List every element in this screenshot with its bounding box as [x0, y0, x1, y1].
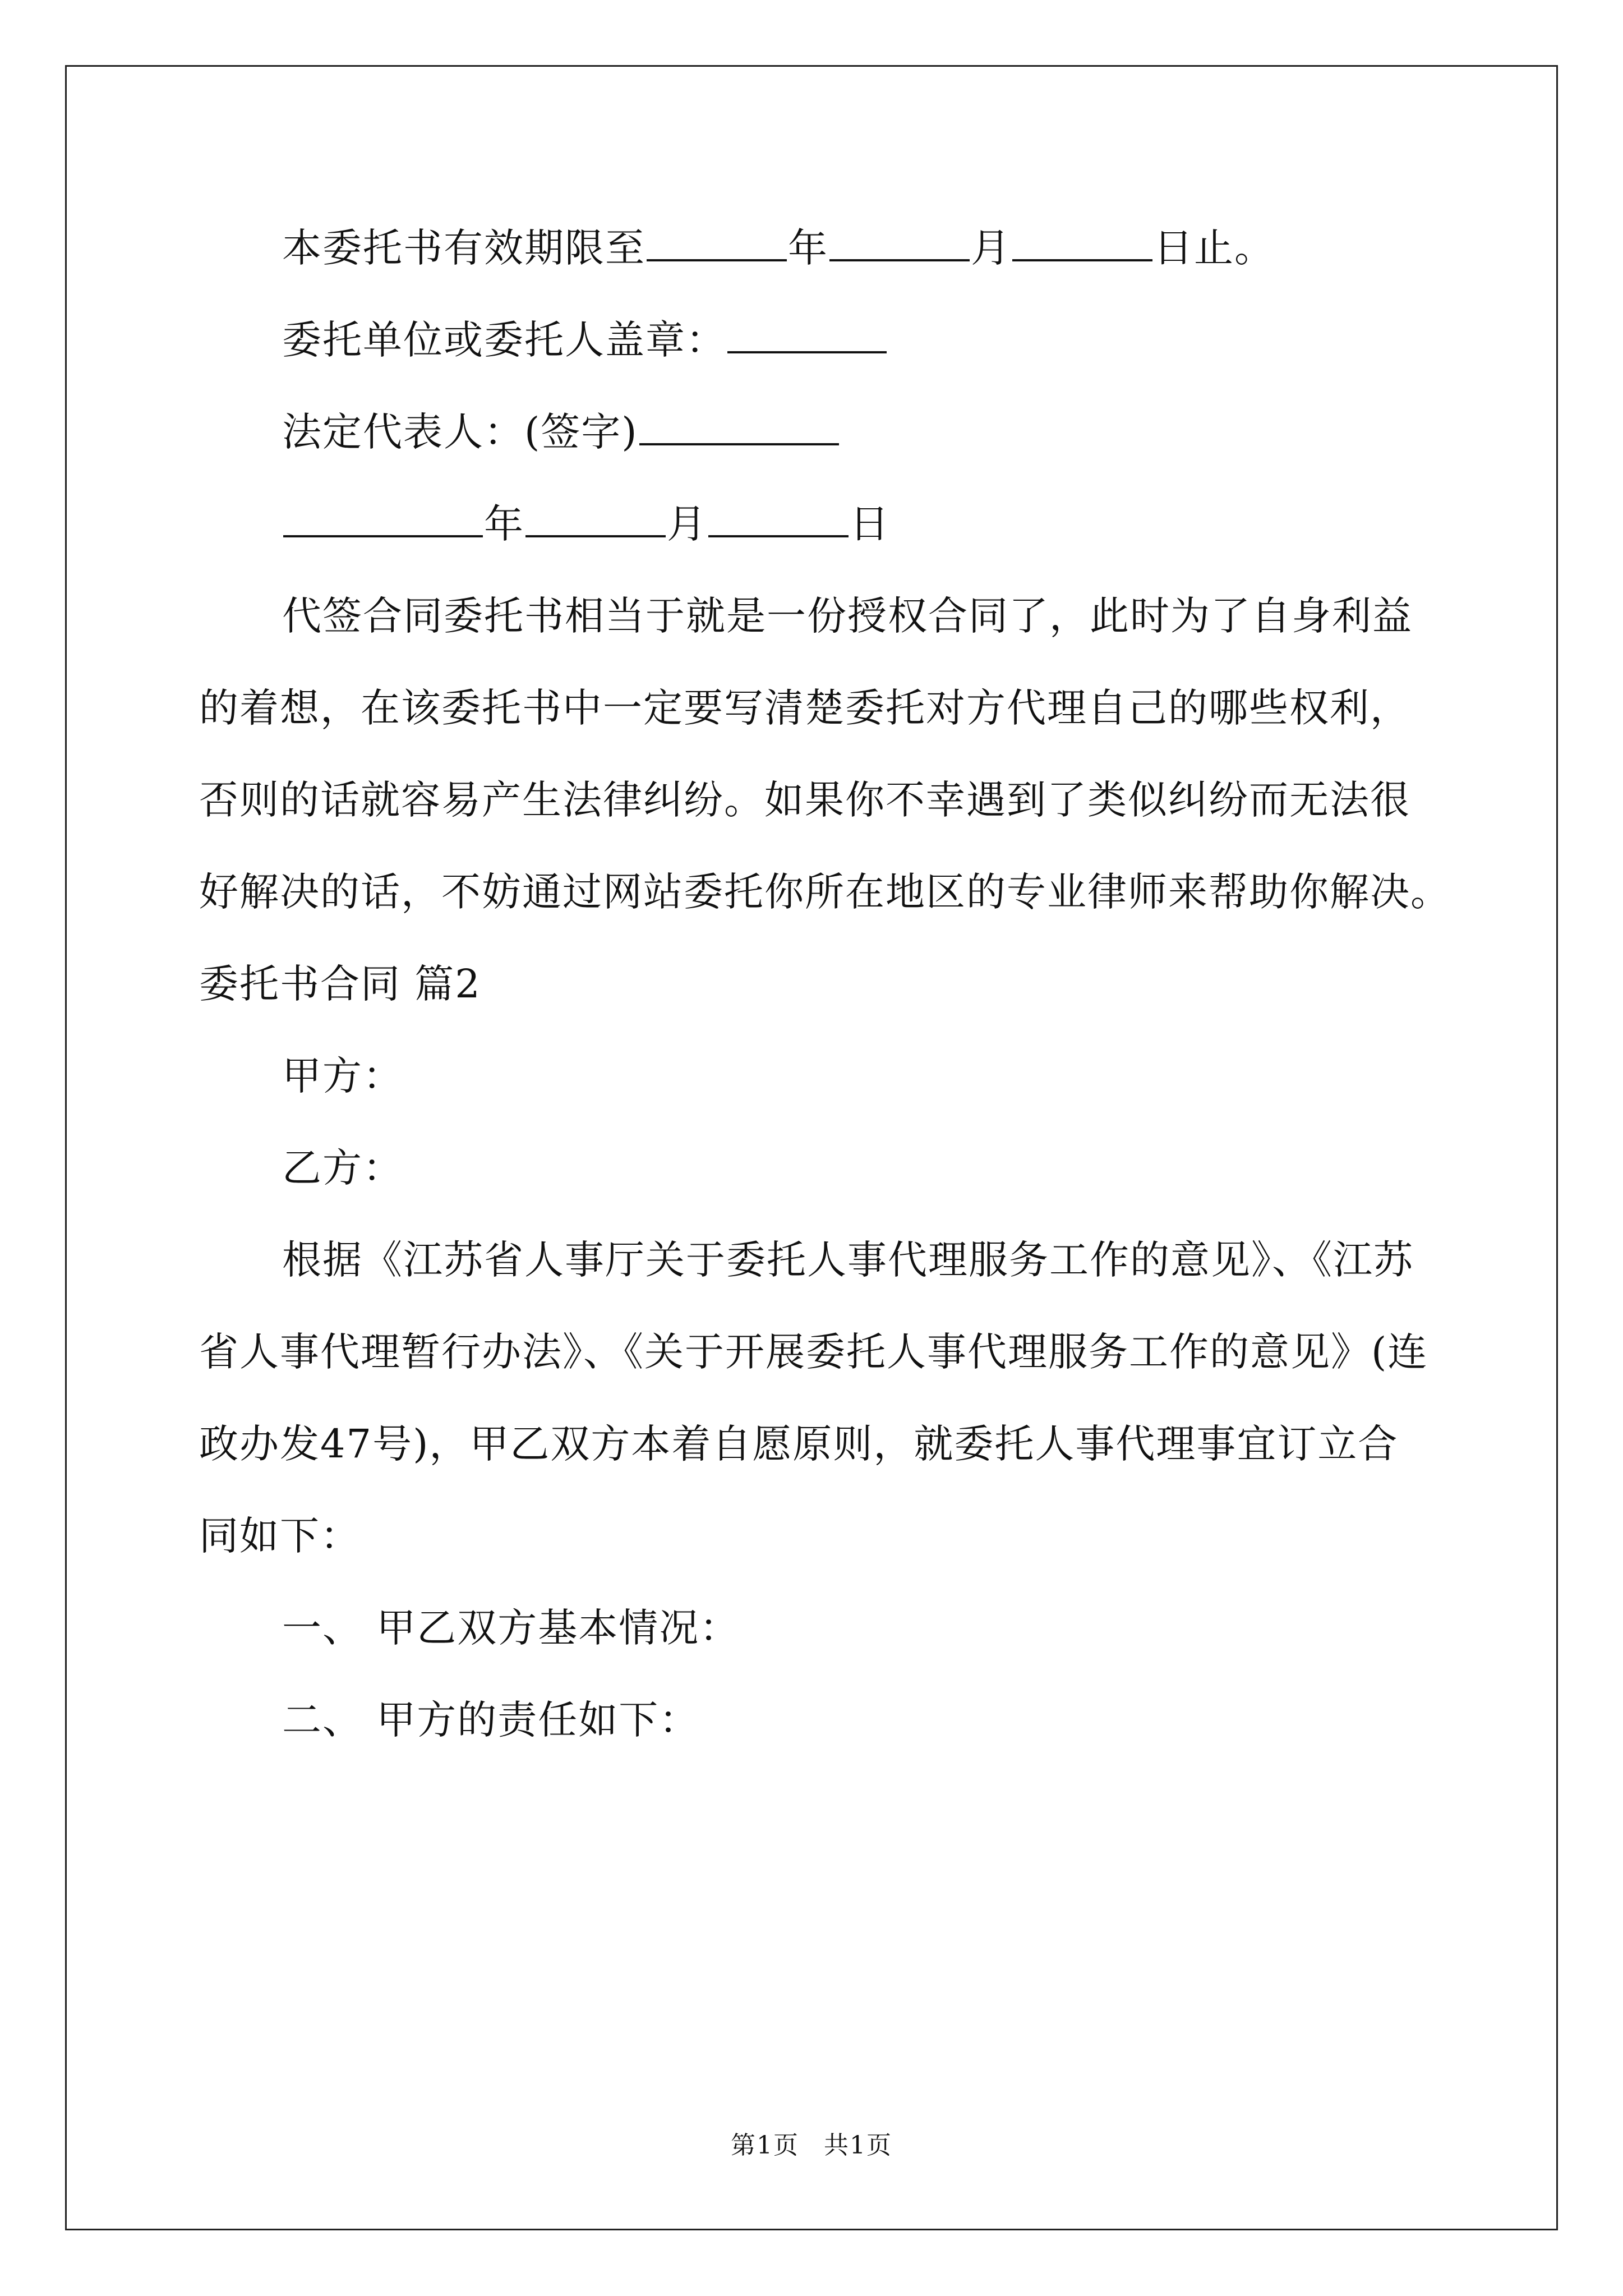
day-blank [1012, 224, 1152, 261]
page-total: 共1页 [824, 2131, 892, 2160]
date-line [199, 478, 1433, 570]
paragraph2-line3: 政办发47号)，甲乙双方本着自愿原则，就委托人事代理事宜订立合 [199, 1421, 1399, 1467]
section-title: 委托书合同 篇2 [199, 961, 481, 1007]
signature-blank [639, 408, 839, 445]
date-day-blank [708, 500, 849, 537]
party-a: 甲方： [282, 1053, 403, 1099]
date-year: 年 [484, 501, 524, 547]
paragraph1-line4: 好解决的话，不妨通过网站委托你所在地区的专业律师来帮助你解决。 [199, 869, 1451, 915]
validity-year: 年 [788, 225, 828, 271]
legal-rep-label: 法定代表人：(签字) [282, 409, 638, 455]
legal-rep-line [199, 386, 1433, 478]
validity-suffix: 日止。 [1154, 225, 1275, 271]
seal-blank [727, 316, 887, 353]
month-blank [829, 224, 970, 261]
date-day: 日 [850, 501, 890, 547]
date-month: 月 [667, 501, 707, 547]
validity-line [199, 202, 1433, 294]
date-month-blank [525, 500, 666, 537]
paragraph1-line3: 否则的话就容易产生法律纠纷。如果你不幸遇到了类似纠纷而无法很 [199, 777, 1410, 823]
seal-line [199, 294, 1433, 386]
paragraph2-line1: 根据《江苏省人事厅关于委托人事代理服务工作的意见》、《江苏 [282, 1237, 1414, 1283]
validity-prefix: 本委托书有效期限至 [282, 225, 645, 271]
seal-label: 委托单位或委托人盖章： [282, 317, 726, 363]
paragraph2-line2: 省人事代理暂行办法》、《关于开展委托人事代理服务工作的意见》(连 [199, 1329, 1428, 1375]
page-number: 第1页 [731, 2131, 799, 2160]
clause-2: 二、 甲方的责任如下： [282, 1697, 700, 1743]
party-b: 乙方： [282, 1145, 403, 1191]
date-year-blank [283, 500, 483, 537]
validity-month: 月 [971, 225, 1011, 271]
paragraph1-line2: 的着想，在该委托书中一定要写清楚委托对方代理自己的哪些权利， [199, 685, 1410, 731]
paragraph1-line1: 代签合同委托书相当于就是一份授权合同了，此时为了自身利益 [282, 593, 1413, 639]
clause-1: 一、 甲乙双方基本情况： [282, 1605, 740, 1651]
page-footer [0, 2125, 1623, 2161]
year-blank [647, 224, 787, 261]
paragraph2-line4: 同如下： [199, 1513, 361, 1559]
document-body [199, 202, 1451, 1766]
